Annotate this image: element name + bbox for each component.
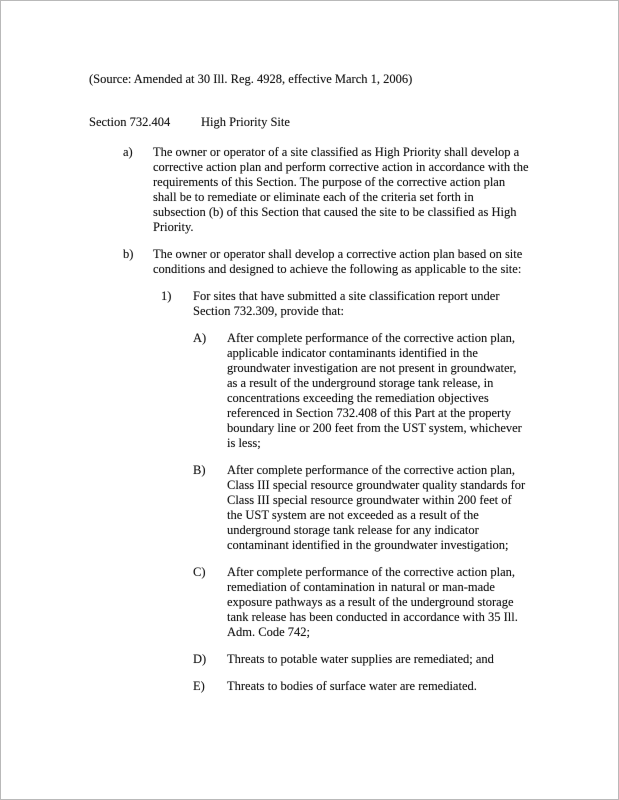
clause-marker: b)	[123, 247, 134, 261]
clause-d	[89, 652, 592, 667]
text-line: Class III special resource groundwater within 200 feet of	[227, 493, 512, 507]
text-line: The owner or operator of a site classified as High Priority shall develop a	[153, 145, 520, 159]
text-line: After complete performance of the corrective action plan,	[227, 331, 516, 345]
text-line: Section 732.309, provide that:	[193, 304, 345, 318]
text-line: underground storage tank release for any indicator	[227, 523, 479, 537]
text-line: applicable indicator contaminants identified in the	[227, 346, 478, 360]
clause-e	[89, 679, 592, 694]
text-line: referenced in Section 732.408 of this Part at the property	[227, 406, 511, 420]
text-line: Threats to potable water supplies are remediated; and	[227, 652, 494, 666]
clause-b	[89, 247, 592, 277]
clause-text	[227, 463, 525, 553]
text-line: conditions and designed to achieve the following as applicable to the site:	[153, 262, 522, 276]
text-line: shall be to remediate or eliminate each of the criteria set forth in	[153, 190, 474, 204]
text-line: contaminant identified in the groundwater investigation;	[227, 538, 509, 552]
text-line: The owner or operator shall develop a corrective action plan based on site	[153, 247, 523, 261]
text-line: is less;	[227, 436, 261, 450]
section-number: Section 732.404	[89, 115, 171, 129]
text-line: tank release has been conducted in accordance with 35 Ill.	[227, 610, 518, 624]
section-heading	[89, 115, 592, 130]
text-line: groundwater investigation are not present in groundwater,	[227, 361, 517, 375]
clause-marker: C)	[193, 565, 206, 579]
clause-b	[89, 463, 592, 553]
source-note: (Source: Amended at 30 Ill. Reg. 4928, effective March 1, 2006)	[89, 72, 413, 86]
clause-text	[227, 679, 477, 694]
text-line: Priority.	[153, 220, 194, 234]
text-line: For sites that have submitted a site classification report under	[193, 289, 500, 303]
text-line: subsection (b) of this Section that caused the site to be classified as High	[153, 205, 517, 219]
clause-c	[89, 565, 592, 640]
text-line: After complete performance of the corrective action plan,	[227, 463, 516, 477]
text-line: Adm. Code 742;	[227, 625, 310, 639]
clause-1	[89, 289, 592, 319]
text-line: Class III special resource groundwater quality standards for	[227, 478, 526, 492]
clause-marker: a)	[123, 145, 133, 159]
text-line: the UST system are not exceeded as a result of the	[227, 508, 479, 522]
clause-marker: 1)	[161, 289, 172, 303]
clause-marker: B)	[193, 463, 206, 477]
clause-marker: E)	[193, 679, 205, 693]
text-line: concentrations exceeding the remediation objectives	[227, 391, 489, 405]
text-line: boundary line or 200 feet from the UST system, whichever	[227, 421, 522, 435]
text-line: remediation of contamination in natural or man-made	[227, 580, 495, 594]
text-line: corrective action plan and perform corrective action in accordance with the	[153, 160, 529, 174]
text-line: as a result of the underground storage tank release, in	[227, 376, 494, 390]
clause-text	[227, 652, 494, 667]
text-line: Threats to bodies of surface water are remediated.	[227, 679, 477, 693]
clause-text	[227, 565, 518, 640]
clause-marker: D)	[193, 652, 207, 666]
clause-a	[89, 145, 592, 235]
section-title: High Priority Site	[201, 115, 290, 129]
text-line: exposure pathways as a result of the underground storage	[227, 595, 514, 609]
clause-text	[153, 145, 529, 235]
text-line: requirements of this Section. The purpose of the corrective action plan	[153, 175, 506, 189]
clause-text	[227, 331, 522, 451]
clause-text	[193, 289, 500, 319]
clause-a	[89, 331, 592, 451]
text-line: After complete performance of the corrective action plan,	[227, 565, 516, 579]
clause-marker: A)	[193, 331, 207, 345]
clause-list	[89, 145, 592, 694]
clause-text	[153, 247, 522, 277]
